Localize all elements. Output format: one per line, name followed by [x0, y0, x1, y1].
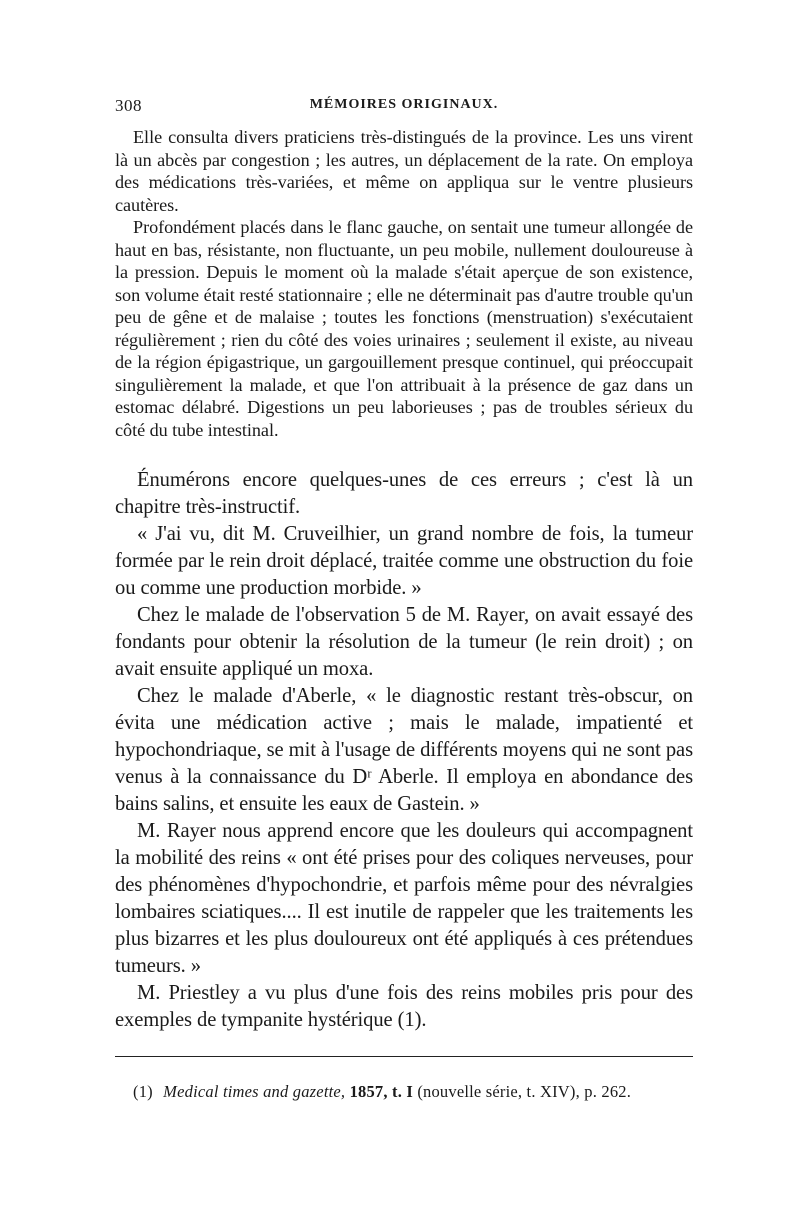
document-page [115, 96, 693, 1102]
paragraph: Énumérons encore quelques-unes de ces erreurs ; c'est là un chapitre très-instructif. [115, 469, 693, 518]
running-title: MÉMOIRES ORIGINAUX. [309, 97, 499, 112]
footnote-rest: (nouvelle série, t. XIV), p. 262. [417, 1082, 632, 1101]
page-number: 308 [115, 96, 142, 115]
body-text [115, 467, 693, 1034]
footnote-marker: (1) [133, 1082, 153, 1101]
paragraph: M. Priestley a vu plus d'une fois des reins mobiles pris pour des exemples de tympanite hystérique (1). [115, 982, 693, 1031]
page-header [115, 96, 693, 118]
footnote-year: 1857, t. I [349, 1082, 413, 1101]
footnote-journal: Medical times and gazette, [163, 1082, 346, 1101]
paragraph: Chez le malade de l'observation 5 de M. Rayer, on avait essayé des fondants pour obtenir la résolution de la tumeur (le rein droit) ; on avait ensuite appliqué un moxa. [115, 604, 693, 680]
footnote [115, 1082, 693, 1102]
paragraph: « J'ai vu, dit M. Cruveilhier, un grand nombre de fois, la tumeur formée par le rein droit déplacé, traitée comme une obstruction du foie ou comme une production morbide. » [115, 523, 693, 599]
footnote-divider [115, 1056, 693, 1057]
observation-text [115, 126, 693, 441]
paragraph: M. Rayer nous apprend encore que les douleurs qui accompagnent la mobilité des reins « ont été prises pour des coliques nerveuses, pour des phénomènes d'hypochondrie, et parfois même pour des névralgies lombaires sciatiques.... Il est inutile de rappeler que les traitements les plus bizarres et les plus douloureux ont été appliqués à ces prétendues tumeurs. » [115, 820, 693, 977]
paragraph: Chez le malade d'Aberle, « le diagnostic restant très-obscur, on évita une médication active ; mais le malade, impatienté et hypochondriaque, se mit à l'usage de différents moyens qui ne sont pas venus à la connaissance du Dʳ Aberle. Il employa en abondance des bains salins, et ensuite les eaux de Gastein. » [115, 685, 693, 815]
paragraph: Profondément placés dans le flanc gauche, on sentait une tumeur allongée de haut en bas, résistante, non fluctuante, un peu mobile, nullement douloureuse à la pression. Depuis le moment où la malade s'était aperçue de son existence, son volume était resté stationnaire ; elle ne déterminait pas d'autre trouble qu'un peu de gêne et de malaise ; toutes les fonctions (menstruation) s'exécutaient régulièrement ; rien du côté des voies urinaires ; seulement il existe, au niveau de la région épigastrique, un gargouillement presque continuel, qui préoccupait singulièrement la malade, et que l'on attribuait à la présence de gaz dans un estomac délabré. Digestions un peu laborieuses ; pas de troubles sérieux du côté du tube intestinal. [115, 217, 693, 440]
paragraph: Elle consulta divers praticiens très-distingués de la province. Les uns virent là un abcès par congestion ; les autres, un déplacement de la rate. On employa des médications très-variées, et même on appliqua sur le ventre plusieurs cautères. [115, 127, 693, 215]
